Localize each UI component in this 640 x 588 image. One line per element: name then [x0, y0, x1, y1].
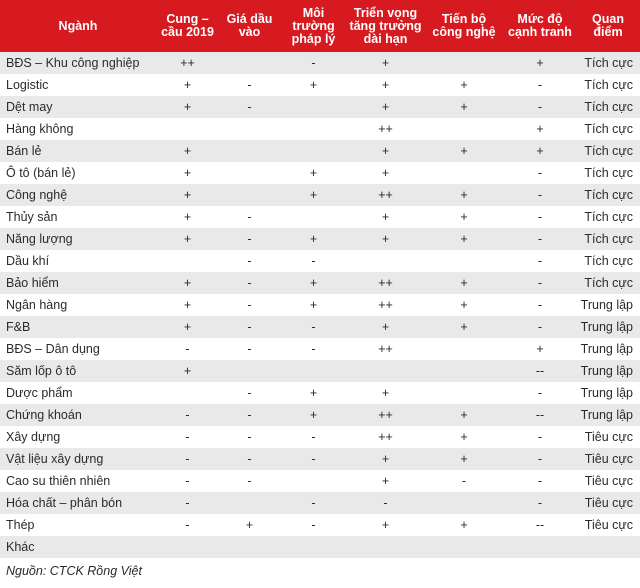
legal-environment-cell	[280, 360, 347, 382]
view-cell: Tích cực	[576, 228, 640, 250]
competition-cell: -	[504, 426, 576, 448]
input-price-cell: -	[219, 96, 280, 118]
supply-demand-cell: +	[156, 206, 219, 228]
table-row	[0, 492, 640, 514]
input-price-cell	[219, 492, 280, 514]
legal-environment-cell: -	[280, 52, 347, 74]
header-input-price: Giá dầu vào	[219, 0, 280, 52]
supply-demand-cell: +	[156, 184, 219, 206]
supply-demand-cell: +	[156, 96, 219, 118]
source-note: Nguồn: CTCK Rồng Việt	[6, 564, 142, 578]
long-term-growth-cell: +	[347, 382, 424, 404]
legal-environment-cell: +	[280, 228, 347, 250]
legal-environment-cell: +	[280, 294, 347, 316]
input-price-cell: -	[219, 426, 280, 448]
competition-cell: -	[504, 294, 576, 316]
header-supply-demand: Cung – cầu 2019	[156, 0, 219, 52]
supply-demand-cell: +	[156, 74, 219, 96]
tech-progress-cell: +	[424, 514, 504, 536]
sector-name: Năng lượng	[0, 228, 156, 250]
long-term-growth-cell: +	[347, 206, 424, 228]
table-row	[0, 536, 640, 558]
input-price-cell: -	[219, 206, 280, 228]
view-cell: Tích cực	[576, 206, 640, 228]
header-row	[0, 0, 640, 52]
sector-name: Săm lốp ô tô	[0, 360, 156, 382]
competition-cell: -	[504, 96, 576, 118]
supply-demand-cell: +	[156, 272, 219, 294]
tech-progress-cell	[424, 492, 504, 514]
view-cell: Tiêu cực	[576, 492, 640, 514]
view-cell: Tiêu cực	[576, 470, 640, 492]
sector-name: Thép	[0, 514, 156, 536]
tech-progress-cell	[424, 382, 504, 404]
long-term-growth-cell: +	[347, 162, 424, 184]
long-term-growth-cell	[347, 360, 424, 382]
long-term-growth-cell: +	[347, 74, 424, 96]
sector-name: Xây dựng	[0, 426, 156, 448]
competition-cell	[504, 536, 576, 558]
view-cell: Tiêu cực	[576, 426, 640, 448]
supply-demand-cell: +	[156, 228, 219, 250]
input-price-cell: -	[219, 404, 280, 426]
input-price-cell: -	[219, 74, 280, 96]
input-price-cell: +	[219, 514, 280, 536]
table-row	[0, 206, 640, 228]
tech-progress-cell: +	[424, 96, 504, 118]
table-row	[0, 74, 640, 96]
table-row	[0, 404, 640, 426]
supply-demand-cell: -	[156, 514, 219, 536]
long-term-growth-cell: ++	[347, 426, 424, 448]
supply-demand-cell: +	[156, 316, 219, 338]
view-cell	[576, 536, 640, 558]
sector-name: Hàng không	[0, 118, 156, 140]
competition-cell: --	[504, 514, 576, 536]
view-cell: Tích cực	[576, 250, 640, 272]
header-sector: Ngành	[0, 0, 156, 52]
input-price-cell	[219, 162, 280, 184]
input-price-cell: -	[219, 382, 280, 404]
header-view: Quan điểm	[576, 0, 640, 52]
legal-environment-cell: -	[280, 492, 347, 514]
legal-environment-cell: -	[280, 426, 347, 448]
input-price-cell	[219, 140, 280, 162]
supply-demand-cell	[156, 118, 219, 140]
table-row	[0, 118, 640, 140]
legal-environment-cell: +	[280, 74, 347, 96]
table-row	[0, 140, 640, 162]
sector-name: Ô tô (bán lẻ)	[0, 162, 156, 184]
long-term-growth-cell: +	[347, 52, 424, 74]
table-row	[0, 360, 640, 382]
sector-name: Logistic	[0, 74, 156, 96]
table-row	[0, 228, 640, 250]
table-row	[0, 272, 640, 294]
legal-environment-cell: -	[280, 250, 347, 272]
competition-cell: +	[504, 338, 576, 360]
competition-cell: +	[504, 52, 576, 74]
competition-cell: --	[504, 404, 576, 426]
tech-progress-cell: +	[424, 228, 504, 250]
competition-cell: -	[504, 448, 576, 470]
competition-cell: --	[504, 360, 576, 382]
tech-progress-cell	[424, 162, 504, 184]
supply-demand-cell: -	[156, 426, 219, 448]
long-term-growth-cell	[347, 536, 424, 558]
long-term-growth-cell: +	[347, 140, 424, 162]
legal-environment-cell	[280, 118, 347, 140]
sector-name: BĐS – Dân dụng	[0, 338, 156, 360]
sector-name: Công nghệ	[0, 184, 156, 206]
input-price-cell	[219, 360, 280, 382]
legal-environment-cell: -	[280, 448, 347, 470]
input-price-cell	[219, 52, 280, 74]
table-row	[0, 294, 640, 316]
input-price-cell: -	[219, 470, 280, 492]
supply-demand-cell: +	[156, 140, 219, 162]
view-cell: Tích cực	[576, 118, 640, 140]
sector-name: Chứng khoán	[0, 404, 156, 426]
sector-name: Ngân hàng	[0, 294, 156, 316]
header-legal-environment: Môi trường pháp lý	[280, 0, 347, 52]
table-row	[0, 470, 640, 492]
supply-demand-cell: +	[156, 162, 219, 184]
supply-demand-cell: -	[156, 470, 219, 492]
view-cell: Tích cực	[576, 184, 640, 206]
legal-environment-cell	[280, 536, 347, 558]
long-term-growth-cell: +	[347, 316, 424, 338]
view-cell: Tích cực	[576, 162, 640, 184]
long-term-growth-cell: -	[347, 492, 424, 514]
input-price-cell: -	[219, 250, 280, 272]
sector-name: Bảo hiểm	[0, 272, 156, 294]
view-cell: Trung lập	[576, 360, 640, 382]
long-term-growth-cell: ++	[347, 404, 424, 426]
tech-progress-cell	[424, 360, 504, 382]
tech-progress-cell: +	[424, 448, 504, 470]
tech-progress-cell: +	[424, 74, 504, 96]
table-row	[0, 184, 640, 206]
sector-name: BĐS – Khu công nghiệp	[0, 52, 156, 74]
legal-environment-cell	[280, 470, 347, 492]
header-competition: Mức độ cạnh tranh	[504, 0, 576, 52]
supply-demand-cell: -	[156, 404, 219, 426]
long-term-growth-cell: +	[347, 514, 424, 536]
supply-demand-cell: +	[156, 294, 219, 316]
competition-cell: +	[504, 140, 576, 162]
table-body	[0, 52, 640, 558]
legal-environment-cell: -	[280, 338, 347, 360]
tech-progress-cell	[424, 118, 504, 140]
tech-progress-cell	[424, 338, 504, 360]
legal-environment-cell: -	[280, 514, 347, 536]
tech-progress-cell: +	[424, 140, 504, 162]
view-cell: Trung lập	[576, 404, 640, 426]
legal-environment-cell: +	[280, 404, 347, 426]
table-row	[0, 514, 640, 536]
input-price-cell	[219, 536, 280, 558]
input-price-cell: -	[219, 316, 280, 338]
input-price-cell: -	[219, 294, 280, 316]
supply-demand-cell	[156, 536, 219, 558]
legal-environment-cell: -	[280, 316, 347, 338]
supply-demand-cell: -	[156, 492, 219, 514]
table-row	[0, 426, 640, 448]
header-long-term-growth: Triển vọng tăng trưởng dài hạn	[347, 0, 424, 52]
supply-demand-cell	[156, 250, 219, 272]
view-cell: Tích cực	[576, 52, 640, 74]
legal-environment-cell	[280, 96, 347, 118]
table-row	[0, 96, 640, 118]
legal-environment-cell	[280, 140, 347, 162]
header-tech-progress: Tiến bộ công nghệ	[424, 0, 504, 52]
sector-name: Dệt may	[0, 96, 156, 118]
view-cell: Trung lập	[576, 338, 640, 360]
view-cell: Tích cực	[576, 272, 640, 294]
view-cell: Tích cực	[576, 74, 640, 96]
sector-name: Vật liệu xây dựng	[0, 448, 156, 470]
long-term-growth-cell: ++	[347, 184, 424, 206]
competition-cell: -	[504, 184, 576, 206]
legal-environment-cell: +	[280, 382, 347, 404]
competition-cell: +	[504, 118, 576, 140]
sector-name: Dầu khí	[0, 250, 156, 272]
legal-environment-cell: +	[280, 272, 347, 294]
competition-cell: -	[504, 470, 576, 492]
long-term-growth-cell	[347, 250, 424, 272]
sector-name: Dược phẩm	[0, 382, 156, 404]
competition-cell: -	[504, 162, 576, 184]
input-price-cell	[219, 184, 280, 206]
supply-demand-cell	[156, 382, 219, 404]
sector-name: Bán lẻ	[0, 140, 156, 162]
table-row	[0, 52, 640, 74]
table-header	[0, 0, 640, 52]
competition-cell: -	[504, 382, 576, 404]
tech-progress-cell: -	[424, 470, 504, 492]
table-row	[0, 448, 640, 470]
sector-name: Thủy sản	[0, 206, 156, 228]
input-price-cell: -	[219, 338, 280, 360]
legal-environment-cell	[280, 206, 347, 228]
tech-progress-cell: +	[424, 206, 504, 228]
sector-name: Khác	[0, 536, 156, 558]
view-cell: Tiêu cực	[576, 514, 640, 536]
supply-demand-cell: -	[156, 338, 219, 360]
view-cell: Trung lập	[576, 382, 640, 404]
tech-progress-cell: +	[424, 426, 504, 448]
legal-environment-cell: +	[280, 162, 347, 184]
input-price-cell: -	[219, 448, 280, 470]
tech-progress-cell	[424, 536, 504, 558]
long-term-growth-cell: +	[347, 470, 424, 492]
competition-cell: -	[504, 272, 576, 294]
view-cell: Tích cực	[576, 96, 640, 118]
view-cell: Tiêu cực	[576, 448, 640, 470]
input-price-cell	[219, 118, 280, 140]
competition-cell: -	[504, 250, 576, 272]
long-term-growth-cell: ++	[347, 118, 424, 140]
tech-progress-cell: +	[424, 294, 504, 316]
competition-cell: -	[504, 228, 576, 250]
long-term-growth-cell: ++	[347, 272, 424, 294]
legal-environment-cell: +	[280, 184, 347, 206]
input-price-cell: -	[219, 272, 280, 294]
sector-name: Hóa chất – phân bón	[0, 492, 156, 514]
tech-progress-cell	[424, 250, 504, 272]
tech-progress-cell: +	[424, 184, 504, 206]
long-term-growth-cell: ++	[347, 294, 424, 316]
input-price-cell: -	[219, 228, 280, 250]
table-row	[0, 338, 640, 360]
view-cell: Trung lập	[576, 316, 640, 338]
tech-progress-cell: +	[424, 404, 504, 426]
table-row	[0, 162, 640, 184]
long-term-growth-cell: +	[347, 448, 424, 470]
competition-cell: -	[504, 316, 576, 338]
sector-name: Cao su thiên nhiên	[0, 470, 156, 492]
table-row	[0, 382, 640, 404]
tech-progress-cell	[424, 52, 504, 74]
competition-cell: -	[504, 492, 576, 514]
competition-cell: -	[504, 74, 576, 96]
table-row	[0, 316, 640, 338]
view-cell: Trung lập	[576, 294, 640, 316]
long-term-growth-cell: +	[347, 96, 424, 118]
view-cell: Tích cực	[576, 140, 640, 162]
sector-name: F&B	[0, 316, 156, 338]
table-row	[0, 250, 640, 272]
supply-demand-cell: +	[156, 360, 219, 382]
tech-progress-cell: +	[424, 316, 504, 338]
competition-cell: -	[504, 206, 576, 228]
long-term-growth-cell: +	[347, 228, 424, 250]
long-term-growth-cell: ++	[347, 338, 424, 360]
supply-demand-cell: ++	[156, 52, 219, 74]
tech-progress-cell: +	[424, 272, 504, 294]
supply-demand-cell: -	[156, 448, 219, 470]
